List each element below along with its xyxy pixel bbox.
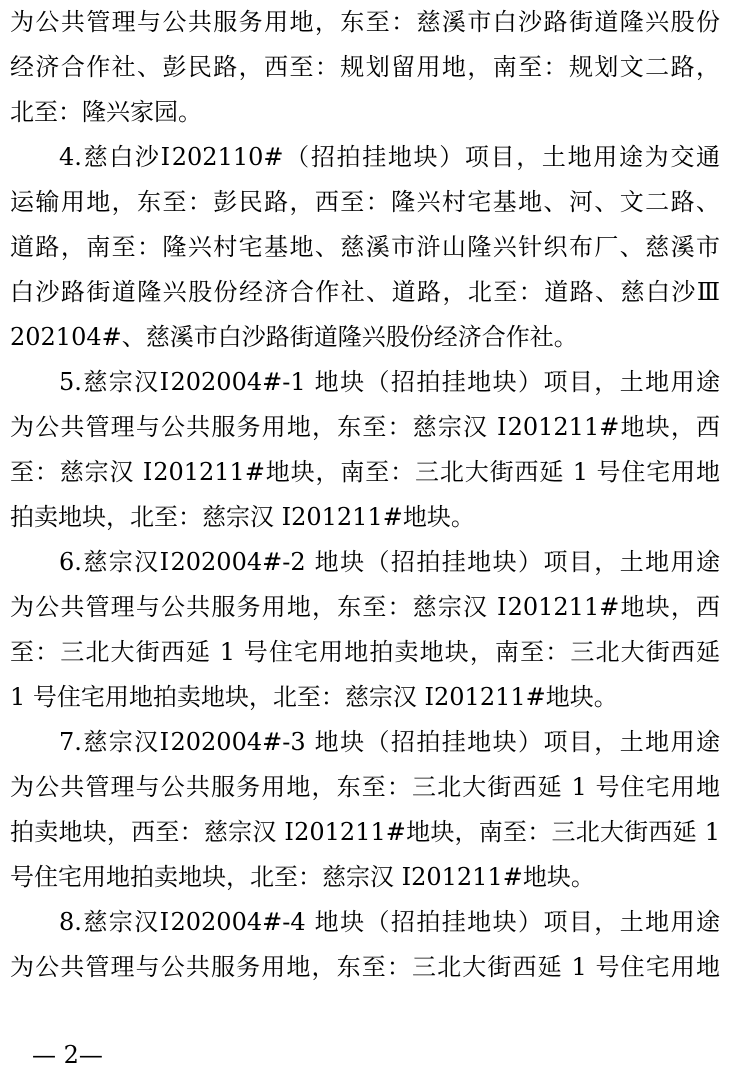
text-line: 运输用地，东至：彭民路，西至：隆兴村宅基地、河、文二路、 [10, 188, 720, 216]
text-line: 号住宅用地拍卖地块，北至：慈宗汉 Ⅰ201211#地块。 [10, 863, 595, 891]
text-line: 道路，南至：隆兴村宅基地、慈溪市浒山隆兴针织布厂、慈溪市 [10, 233, 720, 261]
text-line: 至：三北大街西延 1 号住宅用地拍卖地块，南至：三北大街西延 [10, 638, 720, 666]
text-line: 1 号住宅用地拍卖地块，北至：慈宗汉 Ⅰ201211#地块。 [10, 683, 618, 711]
text-line: 为公共管理与公共服务用地，东至：慈溪市白沙路街道隆兴股份 [10, 8, 720, 36]
text-line: 拍卖地块，西至：慈宗汉 Ⅰ201211#地块，南至：三北大街西延 1 [10, 818, 720, 846]
paragraph-start-4: 4.慈白沙Ⅰ202110#（招拍挂地块）项目，土地用途为交通 [59, 143, 720, 171]
document-body [10, 0, 720, 990]
paragraph-start-5: 5.慈宗汉Ⅰ202004#-1 地块（招拍挂地块）项目，土地用途 [59, 368, 720, 396]
text-line: 白沙路街道隆兴股份经济合作社、道路，北至：道路、慈白沙Ⅲ [10, 278, 720, 306]
paragraph-start-8: 8.慈宗汉Ⅰ202004#-4 地块（招拍挂地块）项目，土地用途 [59, 908, 720, 936]
page-number: — 2— [32, 1041, 103, 1069]
text-line: 北至：隆兴家园。 [10, 98, 202, 126]
text-line: 为公共管理与公共服务用地，东至：三北大街西延 1 号住宅用地 [10, 953, 720, 981]
text-line: 202104#、慈溪市白沙路街道隆兴股份经济合作社。 [10, 323, 578, 351]
text-line: 拍卖地块，北至：慈宗汉 Ⅰ201211#地块。 [10, 503, 475, 531]
text-line: 为公共管理与公共服务用地，东至：慈宗汉 Ⅰ201211#地块，西 [10, 413, 720, 441]
text-line: 至：慈宗汉 Ⅰ201211#地块，南至：三北大街西延 1 号住宅用地 [10, 458, 720, 486]
text-line: 经济合作社、彭民路，西至：规划留用地，南至：规划文二路， [10, 53, 720, 81]
paragraph-start-7: 7.慈宗汉Ⅰ202004#-3 地块（招拍挂地块）项目，土地用途 [59, 728, 720, 756]
paragraph-start-6: 6.慈宗汉Ⅰ202004#-2 地块（招拍挂地块）项目，土地用途 [59, 548, 720, 576]
text-line: 为公共管理与公共服务用地，东至：三北大街西延 1 号住宅用地 [10, 773, 720, 801]
text-line: 为公共管理与公共服务用地，东至：慈宗汉 Ⅰ201211#地块，西 [10, 593, 720, 621]
